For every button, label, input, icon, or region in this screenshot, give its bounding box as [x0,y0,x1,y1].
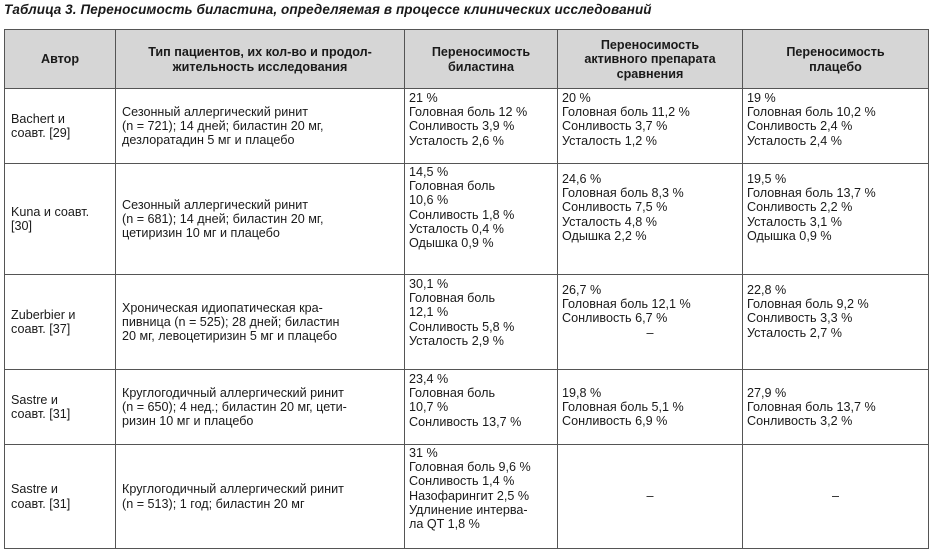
table-row [5,164,929,275]
table-row [5,275,929,370]
bilastine-cell: 21 % Головная боль 12 % Сонливость 3,9 % Усталость 2,6 % [405,89,558,164]
header-row [5,30,929,89]
placebo-cell: 22,8 % Головная боль 9,2 % Сонливость 3,3 % Усталость 2,7 % [743,275,929,370]
header-patients: Тип пациентов, их кол-во и продол- жительность исследования [116,30,405,89]
table-caption: Таблица 3. Переносимость биластина, определяемая в процессе клинических исследований [4,2,652,17]
patients-cell: Сезонный аллергический ринит (n = 721); 14 дней; биластин 20 мг, дезлоратадин 5 мг и плацебо [116,89,405,164]
header-active: Переносимость активного препарата сравнения [558,30,743,89]
header-author: Автор [5,30,116,89]
bilastine-cell: 31 % Головная боль 9,6 % Сонливость 1,4 % Назофарингит 2,5 % Удлинение интерва- ла QT 1,8 % [405,445,558,549]
header-bilastine: Переносимость биластина [405,30,558,89]
active-cell [558,445,743,549]
header-placebo: Переносимость плацебо [743,30,929,89]
author-cell: Zuberbier и соавт. [37] [5,275,116,370]
placebo-cell [743,445,929,549]
active-cell: 24,6 % Головная боль 8,3 % Сонливость 7,5 % Усталость 4,8 % Одышка 2,2 % [558,164,743,275]
bilastine-cell: 30,1 % Головная боль 12,1 % Сонливость 5,8 % Усталость 2,9 % [405,275,558,370]
tolerability-table [4,29,929,549]
empty-value-dash: – [646,325,654,340]
patients-cell: Хроническая идиопатическая кра- пивница (n = 525); 28 дней; биластин 20 мг, левоцетиризин 5 мг и плацебо [116,275,405,370]
active-cell: 20 % Головная боль 11,2 % Сонливость 3,7 % Усталость 1,2 % [558,89,743,164]
patients-cell: Сезонный аллергический ринит (n = 681); 14 дней; биластин 20 мг, цетиризин 10 мг и плацебо [116,164,405,275]
table-row [5,445,929,549]
placebo-cell: 27,9 % Головная боль 13,7 % Сонливость 3,2 % [743,370,929,445]
table-row [5,370,929,445]
active-cell: 26,7 % Головная боль 12,1 % Сонливость 6,7 % – [558,275,743,370]
patients-cell: Круглогодичный аллергический ринит (n = 513); 1 год; биластин 20 мг [116,445,405,549]
table-row [5,89,929,164]
author-cell: Bachert и соавт. [29] [5,89,116,164]
author-cell: Sastre и соавт. [31] [5,445,116,549]
author-cell: Kuna и соавт. [30] [5,164,116,275]
active-cell: 19,8 % Головная боль 5,1 % Сонливость 6,9 % [558,370,743,445]
empty-value-dash: – [646,489,654,504]
placebo-cell: 19 % Головная боль 10,2 % Сонливость 2,4 % Усталость 2,4 % [743,89,929,164]
patients-cell: Круглогодичный аллергический ринит (n = 650); 4 нед.; биластин 20 мг, цети- ризин 10 мг и плацебо [116,370,405,445]
bilastine-cell: 14,5 % Головная боль 10,6 % Сонливость 1,8 % Усталость 0,4 % Одышка 0,9 % [405,164,558,275]
empty-value-dash: – [831,489,839,504]
placebo-cell: 19,5 % Головная боль 13,7 % Сонливость 2,2 % Усталость 3,1 % Одышка 0,9 % [743,164,929,275]
bilastine-cell: 23,4 % Головная боль 10,7 % Сонливость 13,7 % [405,370,558,445]
author-cell: Sastre и соавт. [31] [5,370,116,445]
